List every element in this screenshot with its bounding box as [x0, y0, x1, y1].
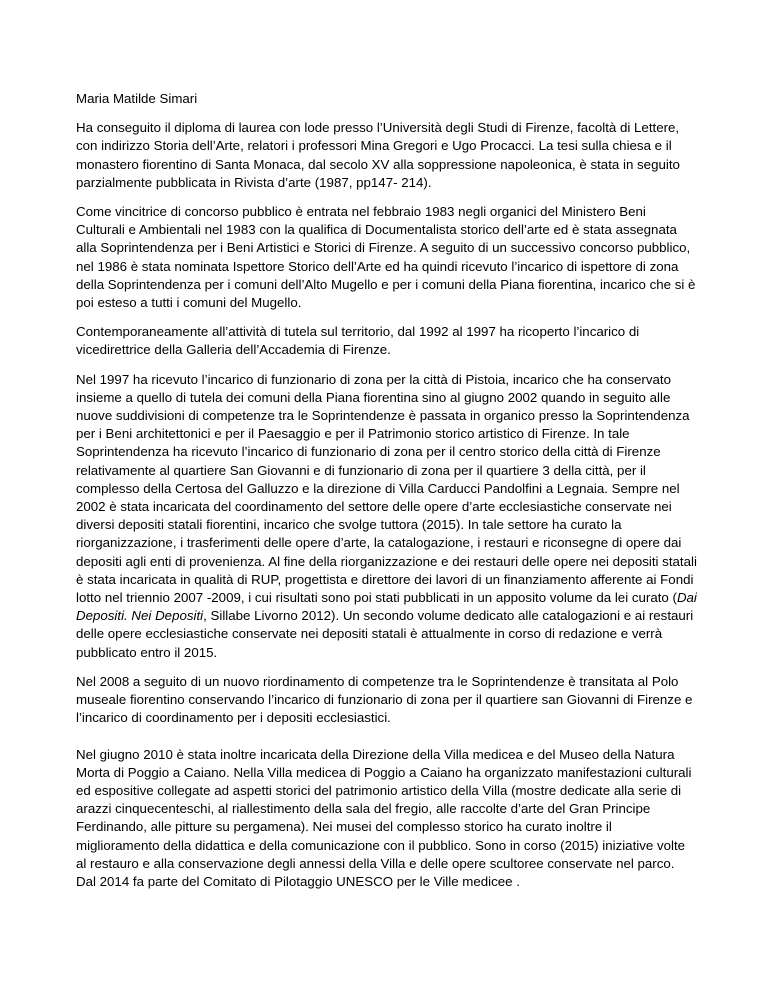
- paragraph-poggio-a-caiano: Nel giugno 2010 è stata inoltre incaricata della Direzione della Villa medicea e del Museo della Natura Morta di Poggio a Caiano. Nella Villa medicea di Poggio a Caiano ha organizzato manifestazioni culturali ed espositive collegate ad aspetti storici del patrimonio artistico della Villa (mostre dedicate alla serie di arazzi cinquecenteschi, al riallestimento della sala del fregio, alle raccolte d’arte del Gran Principe Ferdinando, alle pitture su pergamena). Nei musei del complesso storico ha curato inoltre il miglioramento della didattica e della comunicazione con il pubblico. Sono in corso (2015) iniziative volte al restauro e alla conservazione degli annessi della Villa e delle opere scultoree conservate nel parco.: [76, 746, 692, 871]
- paragraph-accademia: Contemporaneamente all’attività di tutela sul territorio, dal 1992 al 1997 ha ricoperto l’incarico di vicedirettrice della Galleria dell’Accademia di Firenze.: [76, 324, 640, 358]
- paragraph-unesco: Dal 2014 fa parte del Comitato di Pilotaggio UNESCO per le Ville medicee .: [76, 873, 520, 889]
- paragraph-education: Ha conseguito il diploma di laurea con lode presso l’Università degli Studi di Firenze, facoltà di Lettere, con indirizzo Storia dell’Arte, relatori i professori Mina Gregori e Ugo Procacci. La tesi sulla chiesa e il monastero fiorentino di Santa Monaca, dal secolo XV alla soppressione napoleonica, è stata in seguito parzialmente pubblicata in Rivista d’arte (1987, pp147- 214).: [76, 120, 680, 190]
- paragraph-pistoia-text-2: , Sillabe Livorno 2012). Un secondo volume dedicato alle catalogazioni e ai restauri delle opere ecclesiastiche conservate nei depositi statali è attualmente in corso di redazione e verrà pubblicato entro il 2015.: [76, 608, 694, 660]
- book-title: Dai Depositi. Nei Depositi: [76, 590, 697, 624]
- paragraph-polo-museale: Nel 2008 a seguito di un nuovo riordinamento di competenze tra le Soprintendenze è transitata al Polo museale fiorentino conservando l’incarico di funzionario di zona per il quartiere san Giovanni di Firenze e l’incarico di coordinamento per i depositi ecclesiastici.: [76, 673, 693, 726]
- paragraph-ministry-career: Come vincitrice di concorso pubblico è entrata nel febbraio 1983 negli organici del Ministero Beni Culturali e Ambientali nel 1983 con la qualifica di Documentalista storico dell’arte ed è stata assegnata alla Soprintendenza per i Beni Artistici e Storici di Firenze. A seguito di un successivo concorso pubblico, nel 1986 è stata nominata Ispettore Storico dell’Arte ed ha quindi ricevuto l’incarico di ispettore di zona della Soprintendenza per i comuni dell’Alto Mugello e per i comuni della Piana fiorentina, incarico che si è poi esteso a tutti i comuni del Mugello.: [76, 204, 696, 311]
- document-body: [76, 90, 698, 891]
- author-name: Maria Matilde Simari: [76, 91, 198, 106]
- paragraph-pistoia-florence: [76, 371, 698, 662]
- paragraph-pistoia-text-1: Nel 1997 ha ricevuto l’incarico di funzionario di zona per la città di Pistoia, incarico che ha conservato insieme a quello di tutela dei comuni della Piana fiorentina sino al giugno 2002 quando in seguito alle nuove suddivisioni di competenze tra le Soprintendenze è passata in organico presso la Soprintendenza per i Beni architettonici e per il Paesaggio e per il Patrimonio storico artistico di Firenze. In tale Soprintendenza ha ricevuto l’incarico di funzionario di zona per il centro storico della città di Firenze relativamente al quartiere San Giovanni e di funzionario di zona per il quartiere 3 della città, per il complesso della Certosa del Galluzzo e la direzione di Villa Carducci Pandolfini a Legnaia. Sempre nel 2002 è stata incaricata del coordinamento del settore delle opere d’arte ecclesiastiche conservate nei diversi depositi statali fiorentini, incarico che svolge tuttora (2015). In tale settore ha curato la riorganizzazione, i trasferimenti delle opere d’arte, la catalogazione, i restauri e riconsegne di opere dai depositi agli enti di provenienza. Al fine della riorganizzazione e dei restauri delle opere nei depositi statali è stata incaricata in qualità di RUP, progettista e direttore dei lavori di un finanziamento afferente ai Fondi lotto nel triennio 2007 -2009, i cui risultati sono poi stati pubblicati in un apposito volume da lei curato (: [76, 371, 697, 606]
